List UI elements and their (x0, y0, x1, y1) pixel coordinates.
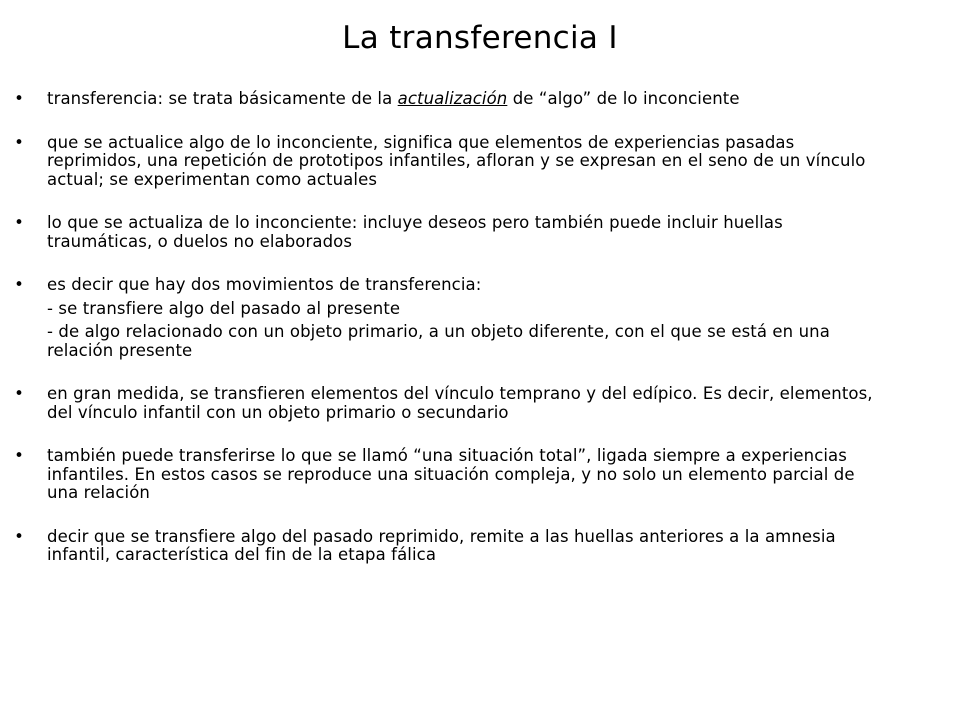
bullet-item-5 (0, 385, 960, 422)
bullet-icon: • (14, 275, 24, 294)
bullet-text: lo que se actualiza de lo inconciente: incluye deseos pero también puede incluir huellas traumáticas, o duelos no elaborados (47, 213, 783, 251)
bullet-list (0, 90, 960, 590)
slide-title: La transferencia I (342, 20, 618, 56)
bullet-icon: • (14, 526, 24, 546)
bullet-icon: • (14, 384, 24, 403)
bullet-text-emphasis: actualización (397, 89, 508, 108)
bullet-item-3 (0, 214, 960, 251)
bullet-icon: • (14, 446, 24, 465)
bullet-item-7 (0, 528, 960, 565)
bullet-item-1 (0, 90, 960, 109)
bullet-icon: • (14, 132, 24, 152)
bullet-item-2 (0, 134, 960, 190)
bullet-text: que se actualice algo de lo inconciente, significa que elementos de experiencias pasadas reprimidos, una repetición de prototipos infantiles, afloran y se expresan en el seno de un vínculo actual; se experimentan como actuales (47, 132, 866, 189)
bullet-item-4 (0, 276, 960, 295)
bullet-item-6 (0, 447, 960, 503)
bullet-icon: • (14, 213, 24, 232)
bullet-text: es decir que hay dos movimientos de transferencia: (47, 275, 482, 294)
bullet-text-prefix: transferencia: se trata básicamente de la (47, 89, 398, 108)
bullet-text-suffix: de “algo” de lo inconciente (507, 89, 740, 108)
bullet-icon: • (14, 89, 24, 108)
bullet-text: también puede transferirse lo que se llamó “una situación total”, ligada siempre a experiencias infantiles. En estos casos se reproduce una situación compleja, y no solo un elemento parcial de una relación (47, 446, 855, 502)
sub-item-2: - de algo relacionado con un objeto primario, a un objeto diferente, con el que se está en una relación presente (47, 322, 830, 360)
bullet-text: en gran medida, se transfieren elementos del vínculo temprano y del edípico. Es decir, elementos, del vínculo infantil con un objeto primario o secundario (47, 384, 873, 422)
bullet-text: decir que se transfiere algo del pasado reprimido, remite a las huellas anteriores a la amnesia infantil, característica del fin de la etapa fálica (47, 526, 836, 564)
sub-item-1: - se transfiere algo del pasado al presente (47, 298, 401, 318)
